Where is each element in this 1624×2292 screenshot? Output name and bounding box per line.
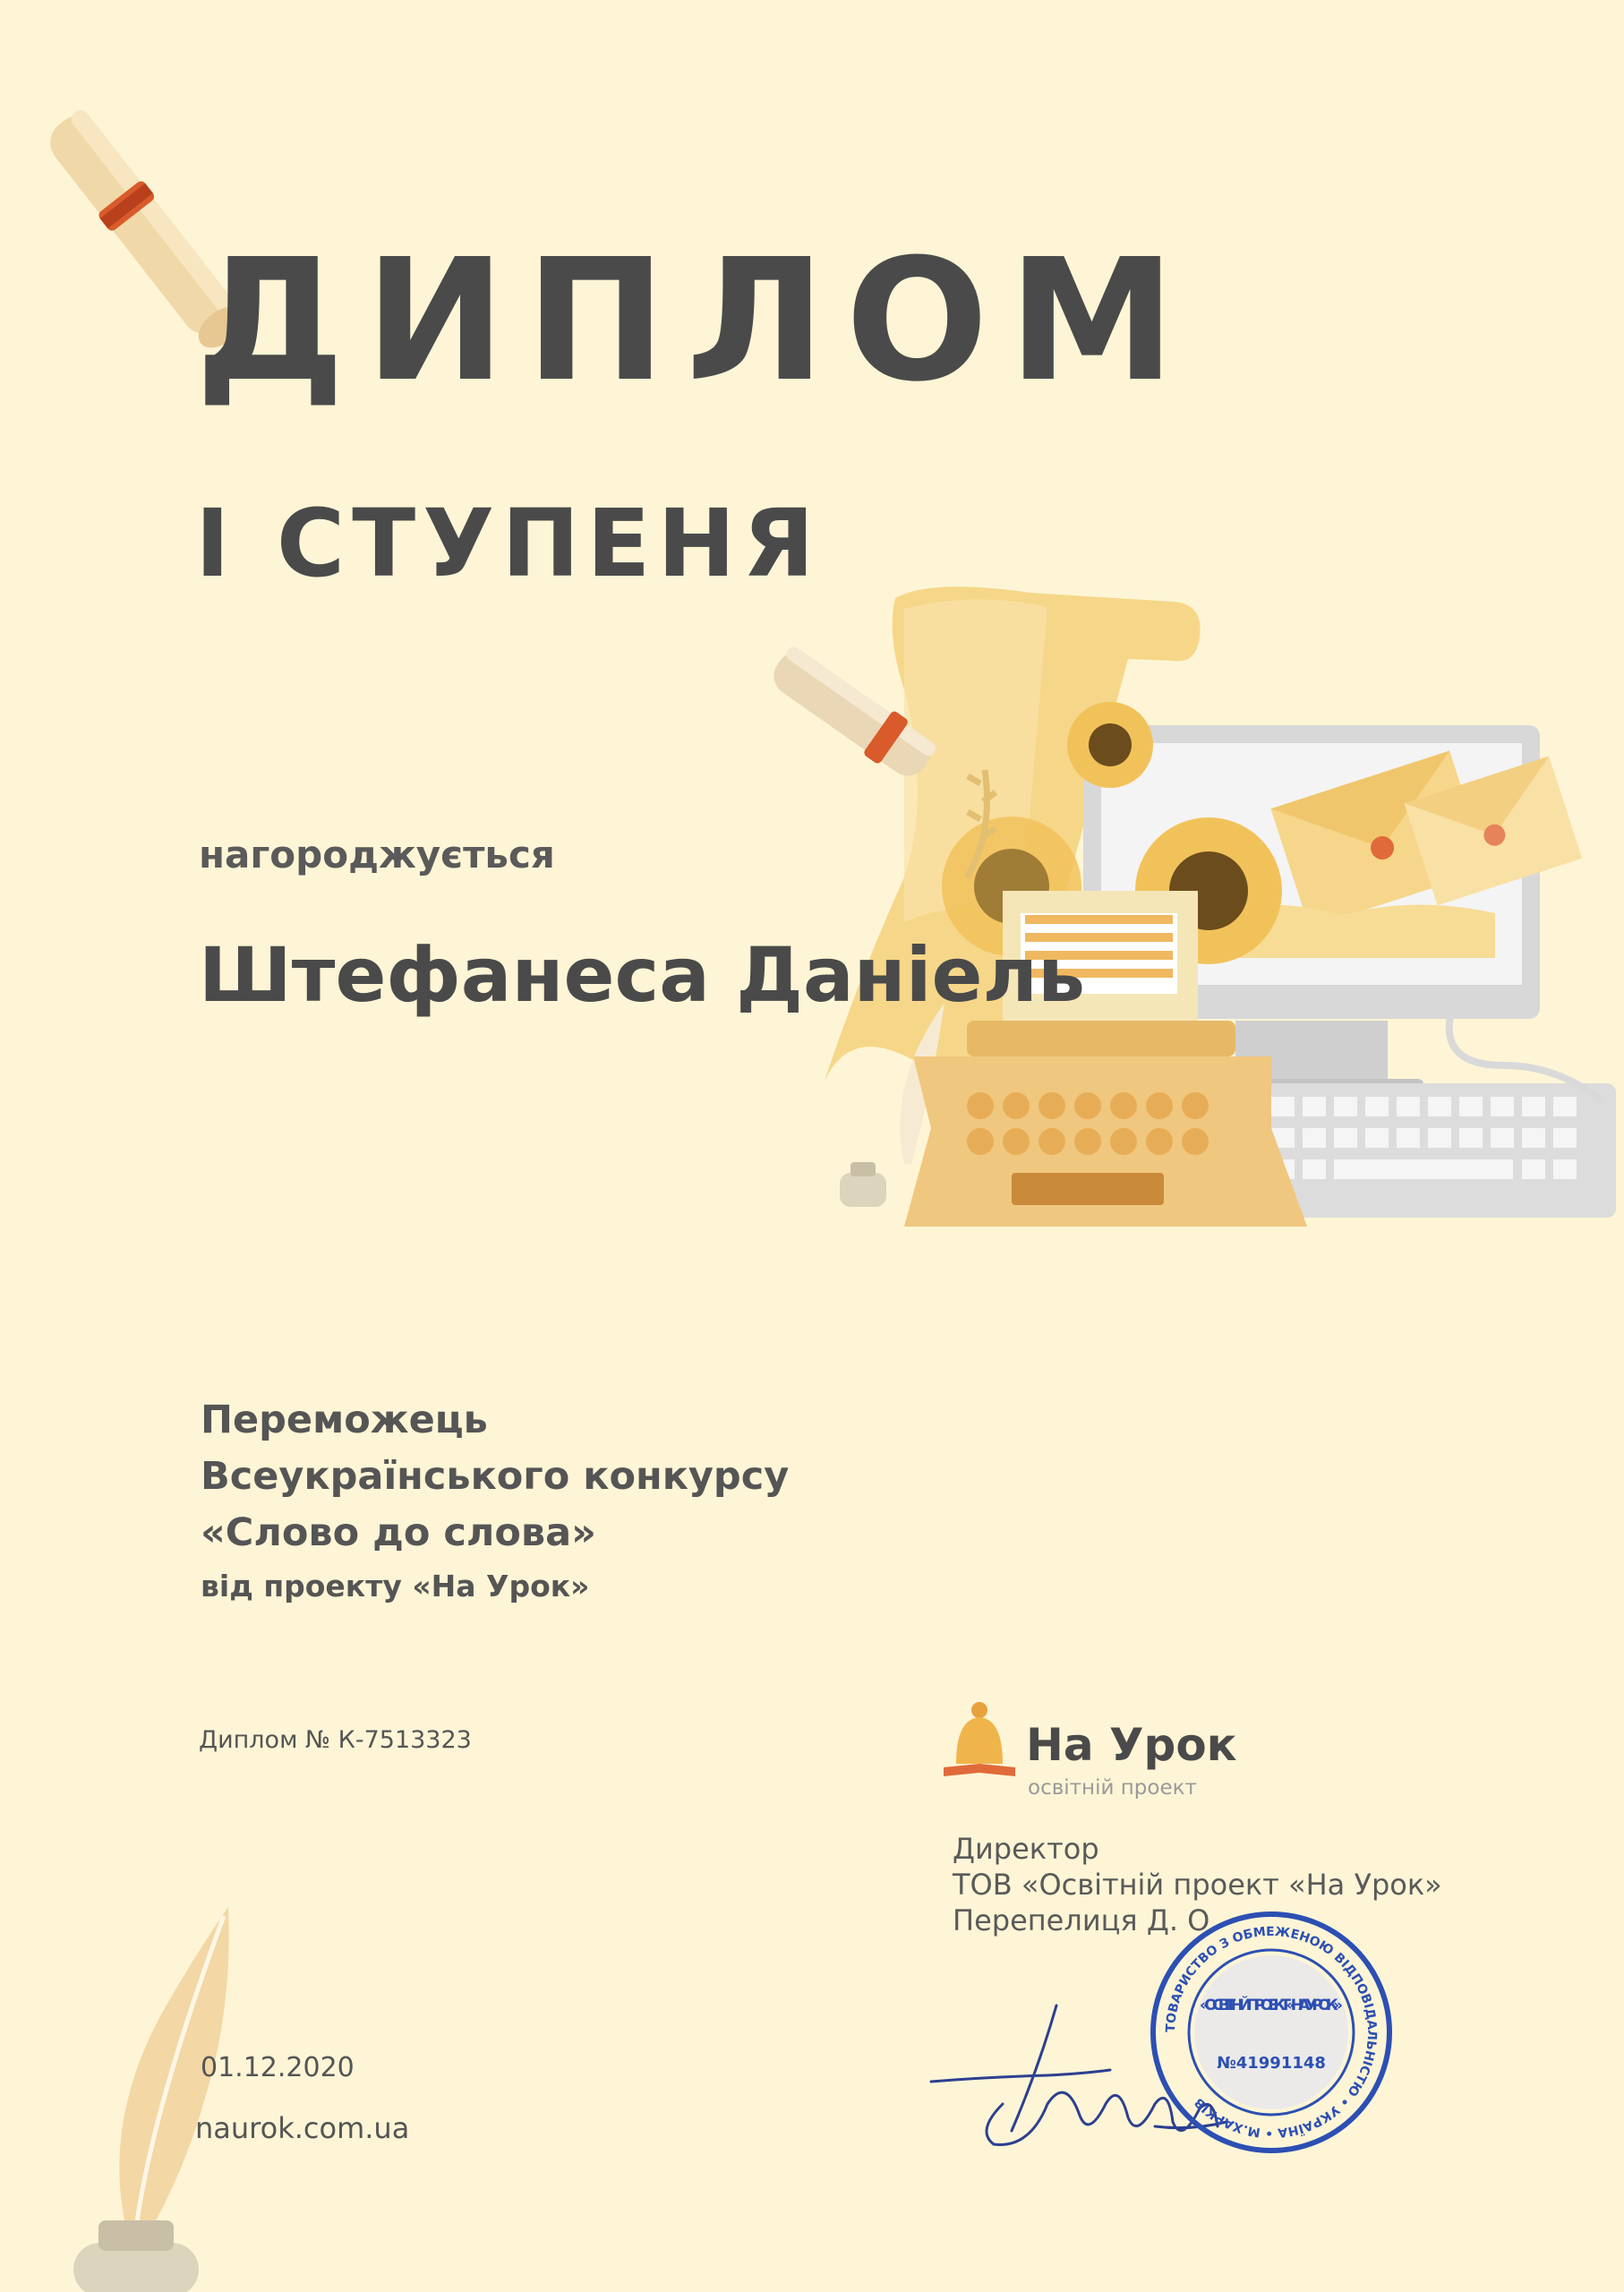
logo-tagline: освітній проект bbox=[1028, 1776, 1197, 1800]
director-name: Перепелиця Д. О. bbox=[953, 1903, 1219, 1937]
stamp-icon bbox=[1146, 1911, 1397, 2153]
description-line-4: від проекту «На Урок» bbox=[201, 1569, 590, 1604]
website-link[interactable]: naurok.com.ua bbox=[195, 2111, 410, 2145]
logo-name: На Урок bbox=[1026, 1719, 1237, 1771]
stamp-ring-text: ТОВАРИСТВО З ОБМЕЖЕНОЮ ВІДПОВІДАЛЬНІСТЮ • УКРАЇНА • М.ХАРКІВ bbox=[1163, 1924, 1380, 2141]
diploma-title: ДИПЛОМ bbox=[195, 223, 1196, 419]
description-line-1: Переможець bbox=[201, 1398, 488, 1442]
company-name: ТОВ «Освітній проект «На Урок» bbox=[953, 1868, 1442, 1902]
diploma-number: Диплом № К-7513323 bbox=[199, 1726, 472, 1754]
awarded-label: нагороджується bbox=[199, 833, 555, 877]
recipient-name: Штефанеса Даніель bbox=[199, 931, 1086, 1019]
stamp-code: №41991148 bbox=[1217, 2054, 1326, 2073]
quill-icon bbox=[63, 1898, 242, 2292]
diploma-date: 01.12.2020 bbox=[201, 2052, 355, 2083]
award-description bbox=[201, 1392, 789, 1612]
scroll-icon bbox=[0, 27, 197, 322]
illustration bbox=[752, 582, 1620, 1227]
director-title: Директор bbox=[953, 1832, 1099, 1866]
description-line-3: «Слово до слова» bbox=[201, 1510, 596, 1555]
bell-logo-icon bbox=[944, 1701, 1015, 1791]
diploma-degree: І СТУПЕНЯ bbox=[195, 489, 822, 598]
stamp-center-text: «ОСВІТНІЙ ПРОЕКТ «НА УРОК» bbox=[1200, 1997, 1343, 2014]
description-line-2: Всеукраїнського конкурсу bbox=[201, 1454, 790, 1499]
